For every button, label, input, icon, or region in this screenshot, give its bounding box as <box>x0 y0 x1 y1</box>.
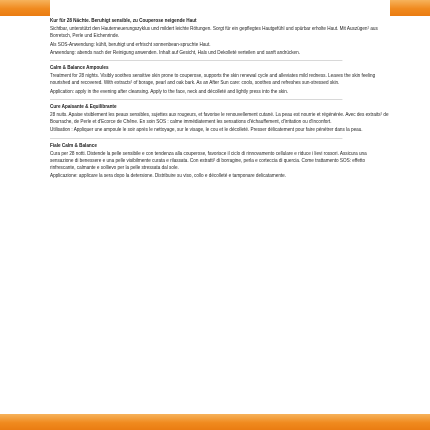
french-paragraph: 28 nuits. Apaise visiblement les peaux sensibles, sujettes aux rougeurs, et favorise le renouvellement cutané. La peau est nourrie et régénérée. Avec des extraits¹ de Bourrache, de Perle et d'Ecorce de Chêne. En soin SOS : calme immédiatement les sensations d'échauffement, d'irritation ou d'inconfort. <box>50 112 389 126</box>
divider <box>50 60 342 61</box>
italian-section <box>50 143 390 181</box>
english-paragraph: Treatment for 28 nights. Visibly soothes sensitive skin prone to couperose, supports the skin renewal cycle and alleviates mild redness. Leaves the skin feeling nourished and recovered. With extracts¹ of borage, pearl and oak bark. As an After Sun care: cools, soothes and refreshes sun-stressed skin. <box>50 73 376 87</box>
french-section <box>50 104 390 135</box>
orange-bottom-stripe <box>0 414 430 430</box>
german-paragraph: Anwendung: abends nach der Reinigung anwenden. Inhalt auf Gesicht, Hals und Dekolleté verteilen und sanft andrücken. <box>50 49 301 56</box>
german-heading: Kur für 28 Nächte. Beruhigt sensible, zu Couperose neigende Haut <box>50 18 197 24</box>
label-text <box>50 18 390 183</box>
english-paragraph: Application: apply in the evening after cleansing. Apply to the face, neck and décolleté and lightly press into the skin. <box>50 88 289 95</box>
german-section <box>50 18 390 57</box>
italian-paragraph: Cura per 28 notti. Distende la pelle sensibile e con tendenza alla couperose, favorisce il ciclo di rinnovamento cellulare e riduce i lievi rossori. Assicura una sensazione di benessere e una pelle visibilmente curata e rilassata. Con estratti¹ di borragine, perla e corteccia di quercia. Come trattamento SOS: effetto rinfrescante, calmante e sollievo per la pelle stressata dal sole. <box>50 150 367 172</box>
german-paragraph: Sichtbar, unterstützt den Hauterneuerungszyklus und mildert leichte Rötungen. Sorgt für ein gepflegtes Hautgefühl und spürbar erholte Haut. Mit Auszügen¹ aus Borretsch, Perle und Eichenrinde. <box>50 26 378 40</box>
divider <box>50 99 342 100</box>
divider <box>50 138 342 139</box>
italian-title: Fiale Calm & Balance <box>50 142 97 149</box>
german-paragraph: Als SOS-Anwendung: kühlt, beruhigt und erfrischt sonnenbean-spruchte Haut. <box>50 41 211 48</box>
english-title: Calm & Balance Ampoules <box>50 65 109 72</box>
french-title: Cure Apaisante & Equilibrante <box>50 103 117 110</box>
label-panel <box>50 0 390 414</box>
english-section <box>50 65 390 96</box>
french-paragraph: Utilisation : Appliquer une ampoule le soir après le nettoyage, sur le visage, le cou et le décolleté. Presser délicatement pour faire pénétrer dans la peau. <box>50 127 363 134</box>
italian-paragraph: Applicazione: applicare la sera dopo la detersione. Distribuire su viso, collo e décolleté e tamponare delicatamente. <box>50 173 287 180</box>
